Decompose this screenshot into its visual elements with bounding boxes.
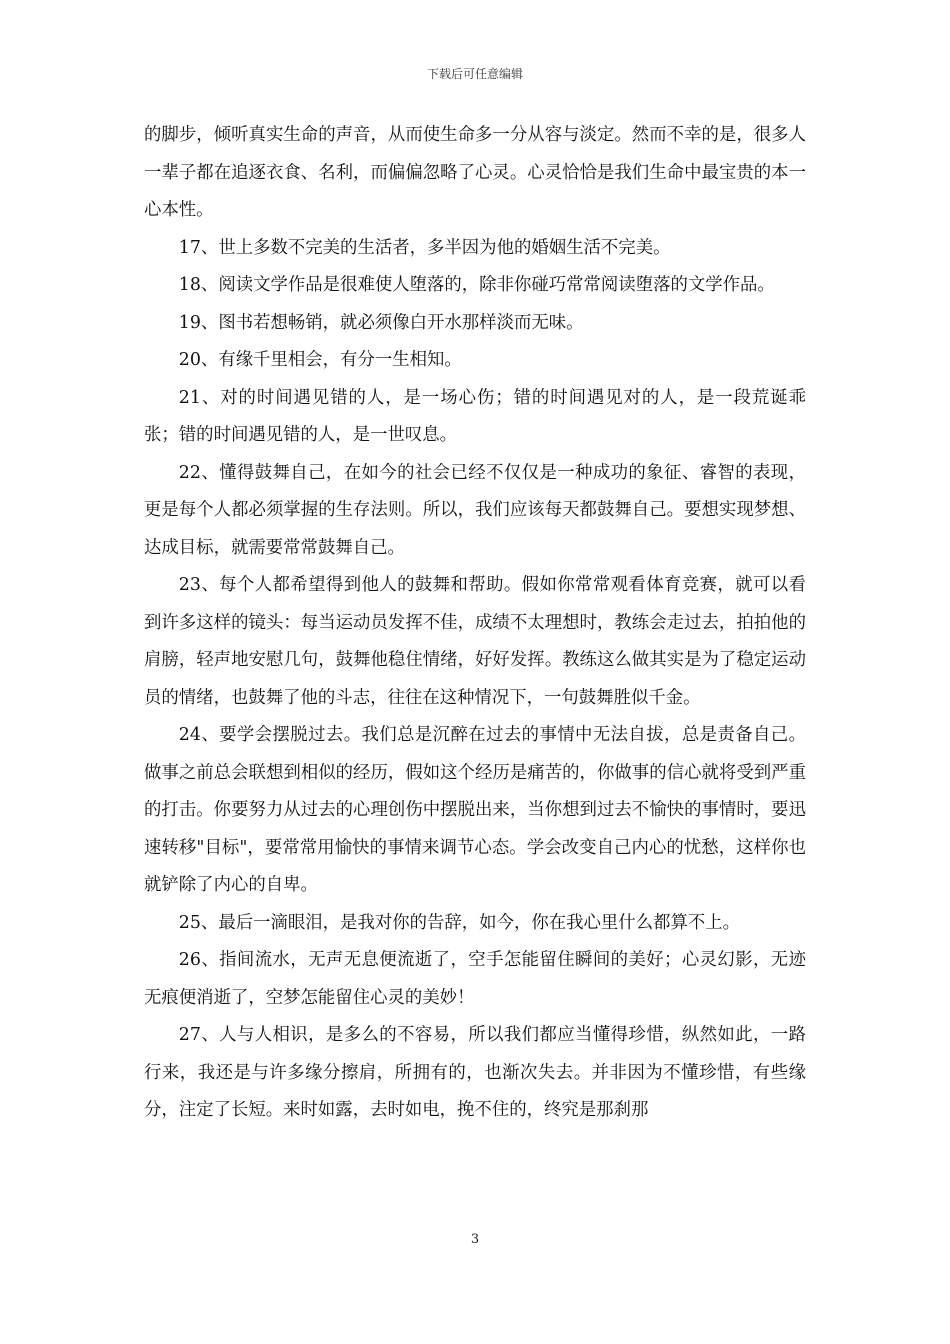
- paragraph-27: 27、人与人相识，是多么的不容易，所以我们都应当懂得珍惜，纵然如此，一路行来，我还是与许多缘分擦肩，所拥有的，也渐次失去。并非因为不懂珍惜，有些缘分，注定了长短。来时如露，去时如电，挽不住的，终究是那刹那: [144, 1025, 806, 1120]
- paragraph-22: 22、懂得鼓舞自己，在如今的社会已经不仅仅是一种成功的象征、睿智的表现，更是每个人都必须掌握的生存法则。所以，我们应该每天都鼓舞自己。要想实现梦想、达成目标，就需要常常鼓舞自己。: [144, 462, 806, 558]
- paragraph-21: 21、对的时间遇见错的人，是一场心伤；错的时间遇见对的人，是一段荒诞乖张；错的时间遇见错的人，是一世叹息。: [144, 387, 806, 445]
- paragraph-18: 18、阅读文学作品是很难使人堕落的，除非你碰巧常常阅读堕落的文学作品。: [178, 275, 775, 295]
- document-body: [144, 117, 806, 1130]
- paragraph-19: 19、图书若想畅销，就必须像白开水那样淡而无味。: [178, 312, 584, 333]
- paragraph-24: 24、要学会摆脱过去。我们总是沉醉在过去的事情中无法自拔，总是责备自己。做事之前总会联想到相似的经历，假如这个经历是痛苦的，你做事的信心就将受到严重的打击。你要努力从过去的心理创伤中摆脱出来，当你想到过去不愉快的事情时，要迅速转移"目标"，要常常用愉快的事情来调节心态。学会改变自己内心的忧愁，这样你也就铲除了内心的自卑。: [144, 725, 806, 895]
- paragraph-17: 17、世上多数不完美的生活者，多半因为他的婚姻生活不完美。: [178, 237, 671, 258]
- paragraph-23: 23、每个人都希望得到他人的鼓舞和帮助。假如你常常观看体育竞赛，就可以看到许多这样的镜头：每当运动员发挥不佳，成绩不太理想时，教练会走过去，拍拍他的肩膀，轻声地安慰几句，鼓舞他稳住情绪，好好发挥。教练这么做其实是为了稳定运动员的情绪，也鼓舞了他的斗志，往往在这种情况下，一句鼓舞胜似千金。: [144, 575, 806, 708]
- paragraph-26: 26、指间流水，无声无息便流逝了，空手怎能留住瞬间的美好；心灵幻影，无迹无痕便消逝了，空梦怎能留住心灵的美妙！: [144, 950, 806, 1008]
- page-header: 下载后可任意编辑: [426, 67, 523, 81]
- page-number: 3: [470, 1232, 480, 1247]
- paragraph-continued: 的脚步，倾听真实生命的声音，从而使生命多一分从容与淡定。然而不幸的是，很多人一辈子都在追逐衣食、名利，而偏偏忽略了心灵。心灵恰恰是我们生命中最宝贵的本一心本性。: [144, 125, 806, 220]
- paragraph-20: 20、有缘千里相会，有分一生相知。: [178, 350, 462, 370]
- paragraph-25: 25、最后一滴眼泪，是我对你的告辞，如今，你在我心里什么都算不上。: [178, 912, 741, 933]
